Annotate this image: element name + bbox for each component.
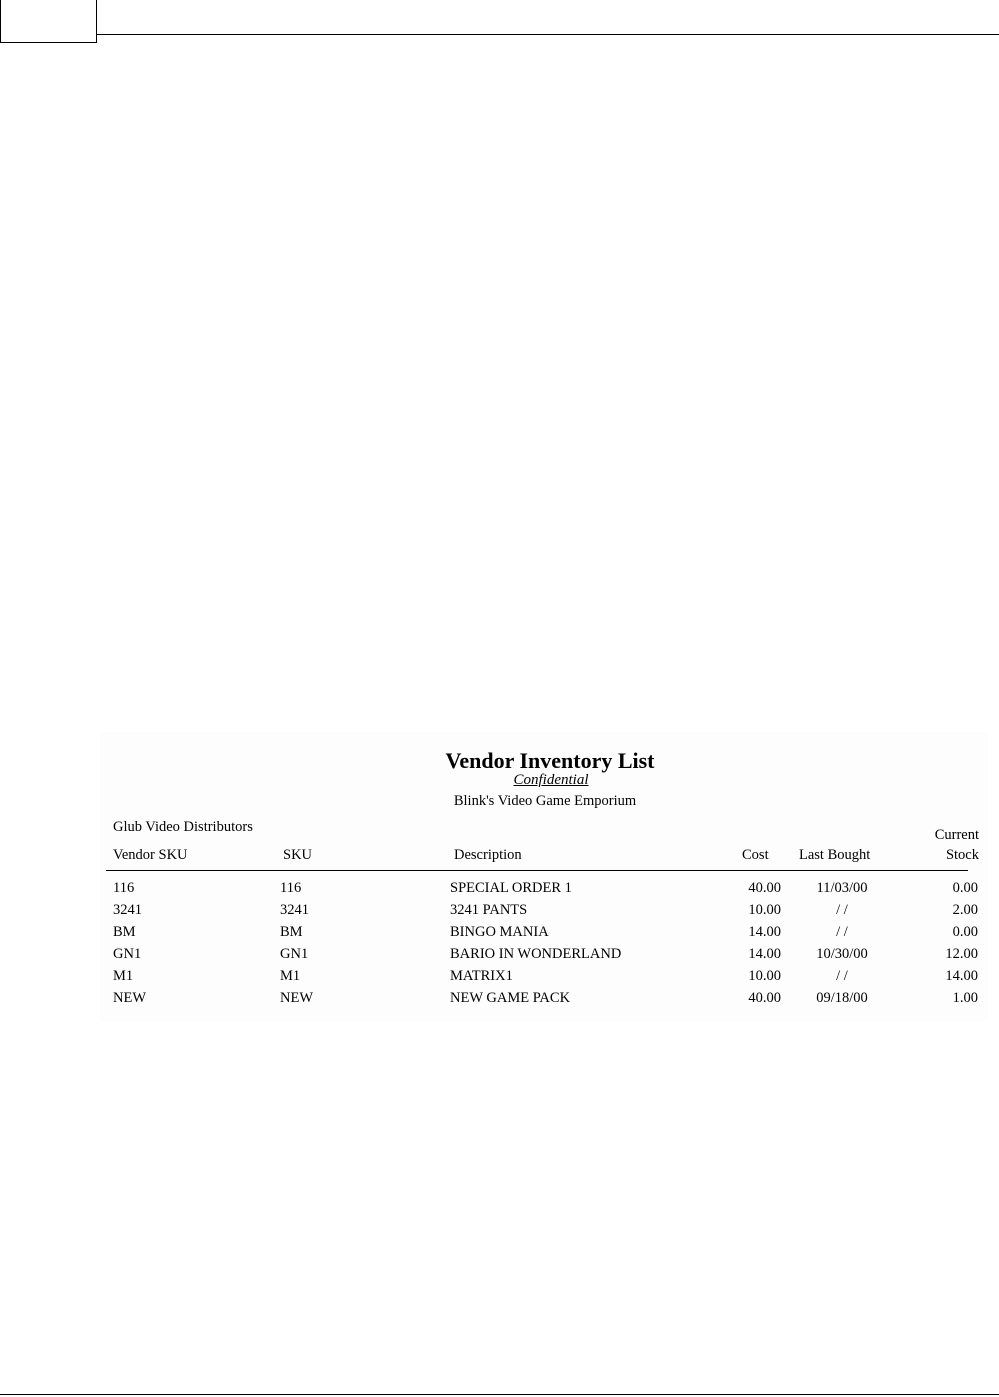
- cell-description: 3241 PANTS: [450, 902, 528, 918]
- cell-sku: BM: [280, 924, 303, 940]
- column-header-description: Description: [454, 847, 522, 863]
- page-header-tab: [0, 0, 97, 43]
- table-row: [100, 968, 988, 990]
- cell-last-bought: / /: [836, 924, 848, 940]
- cell-current-stock: 1.00: [952, 990, 978, 1006]
- column-header-cost: Cost: [742, 847, 769, 863]
- cell-cost: 40.00: [748, 990, 781, 1006]
- footer-rule: [0, 1394, 999, 1395]
- cell-current-stock: 0.00: [952, 924, 978, 940]
- table-row: [100, 990, 988, 1012]
- cell-sku: GN1: [280, 946, 309, 962]
- cell-last-bought: 10/30/00: [816, 946, 868, 962]
- cell-vendor-sku: NEW: [113, 990, 147, 1006]
- cell-sku: M1: [280, 968, 301, 984]
- table-row: [100, 924, 988, 946]
- cell-last-bought: 11/03/00: [816, 880, 868, 896]
- column-header-sku: SKU: [283, 847, 313, 863]
- cell-current-stock: 12.00: [945, 946, 978, 962]
- column-header-current-stock-line2: Stock: [945, 847, 979, 863]
- cell-cost: 14.00: [748, 924, 781, 940]
- company-name: Blink's Video Game Emporium: [453, 793, 637, 809]
- cell-description: BARIO IN WONDERLAND: [450, 946, 622, 962]
- vendor-inventory-report: [100, 732, 988, 1022]
- cell-cost: 40.00: [748, 880, 781, 896]
- cell-cost: 10.00: [748, 902, 781, 918]
- cell-description: BINGO MANIA: [450, 924, 549, 940]
- cell-last-bought: / /: [836, 968, 848, 984]
- report-title: Vendor Inventory List: [445, 748, 655, 773]
- cell-cost: 14.00: [748, 946, 781, 962]
- report-subtitle: Confidential: [513, 772, 589, 788]
- table-row: [100, 880, 988, 902]
- cell-last-bought: / /: [836, 902, 848, 918]
- table-row: [100, 902, 988, 924]
- cell-description: SPECIAL ORDER 1: [450, 880, 572, 896]
- vendor-name: Glub Video Distributors: [113, 819, 253, 835]
- column-header-vendor-sku: Vendor SKU: [113, 847, 188, 863]
- cell-vendor-sku: GN1: [113, 946, 142, 962]
- cell-description: MATRIX1: [450, 968, 513, 984]
- table-row: [100, 946, 988, 968]
- cell-sku: 116: [280, 880, 302, 896]
- cell-vendor-sku: M1: [113, 968, 134, 984]
- column-header-current-stock: [935, 825, 979, 865]
- cell-sku: 3241: [280, 902, 309, 918]
- cell-current-stock: 14.00: [945, 968, 978, 984]
- cell-vendor-sku: 3241: [113, 902, 142, 918]
- inventory-rows: [100, 880, 988, 1012]
- cell-current-stock: 0.00: [952, 880, 978, 896]
- header-rule: [97, 34, 999, 35]
- column-header-last-bought: Last Bought: [799, 847, 871, 863]
- cell-last-bought: 09/18/00: [816, 990, 868, 1006]
- cell-description: NEW GAME PACK: [450, 990, 571, 1006]
- cell-cost: 10.00: [748, 968, 781, 984]
- column-header-current-stock-line1: Current: [934, 827, 979, 843]
- cell-vendor-sku: BM: [113, 924, 136, 940]
- cell-current-stock: 2.00: [952, 902, 978, 918]
- table-header-rule: [106, 870, 968, 871]
- cell-sku: NEW: [280, 990, 314, 1006]
- cell-vendor-sku: 116: [113, 880, 135, 896]
